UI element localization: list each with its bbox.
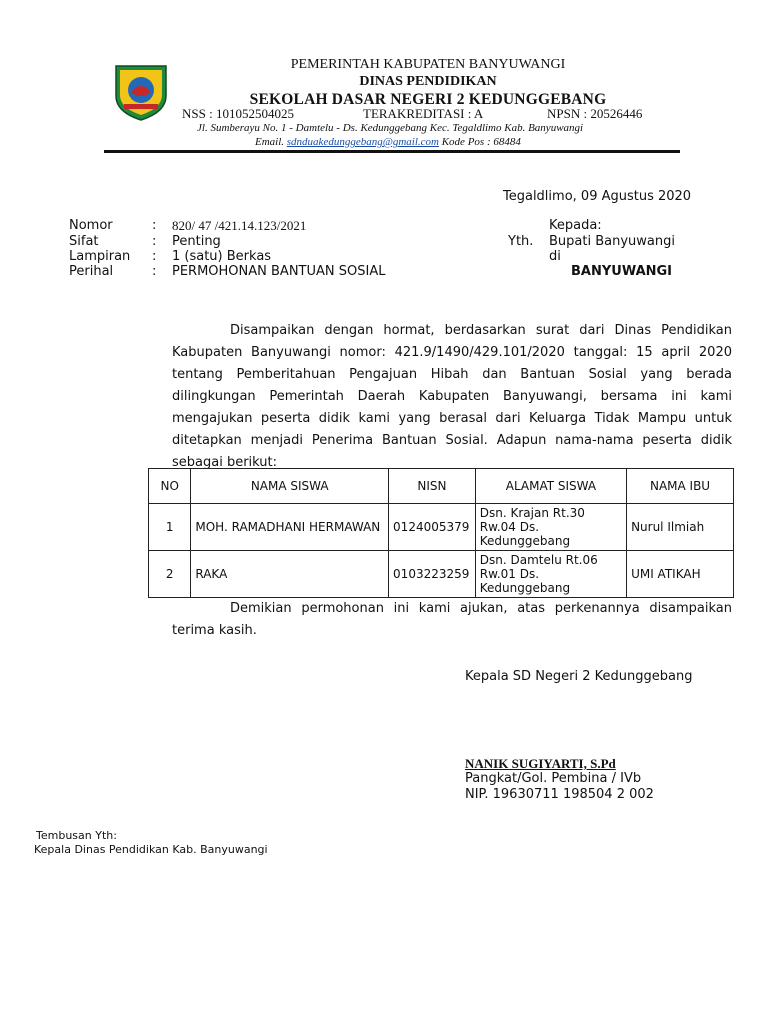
student-table xyxy=(148,468,734,598)
letterhead-divider xyxy=(104,150,680,153)
recipient-name: Bupati Banyuwangi xyxy=(549,234,675,249)
nomor-label: Nomor xyxy=(69,218,113,233)
closing-text: Demikian permohonan ini kami ajukan, atas perkenannya disampaikan terima kasih. xyxy=(172,601,732,638)
col-header-name: NAMA SISWA xyxy=(191,469,389,504)
school-name: SEKOLAH DASAR NEGERI 2 KEDUNGGEBANG xyxy=(249,91,607,108)
sifat-colon: : xyxy=(152,234,157,249)
email-line xyxy=(255,136,521,148)
cell-no: 1 xyxy=(149,504,191,551)
lampiran-colon: : xyxy=(152,249,157,264)
tembusan-item: Kepala Dinas Pendidikan Kab. Banyuwangi xyxy=(34,843,268,856)
nss-text: NSS : 101052504025 xyxy=(182,106,294,121)
postal-code: Kode Pos : 68484 xyxy=(441,136,521,148)
cell-no: 2 xyxy=(149,551,191,598)
signer-rank: Pangkat/Gol. Pembina / IVb xyxy=(465,771,642,786)
cell-nisn: 0124005379 xyxy=(389,504,476,551)
table-row xyxy=(149,551,734,598)
perihal-label: Perihal xyxy=(69,264,114,279)
email-link[interactable]: sdnduakedunggebang@gmail.com xyxy=(286,136,439,148)
cell-mother: Nurul Ilmiah xyxy=(627,504,734,551)
signer-nip: NIP. 19630711 198504 2 002 xyxy=(465,787,654,802)
npsn-text: NPSN : 20526446 xyxy=(547,106,643,121)
cell-name: MOH. RAMADHANI HERMAWAN xyxy=(191,504,389,551)
col-header-address: ALAMAT SISWA xyxy=(475,469,626,504)
school-address: Jl. Sumberayu No. 1 - Damtelu - Ds. Kedunggebang Kec. Tegaldlimo Kab. Banyuwangi xyxy=(197,122,584,134)
yth-label: Yth. xyxy=(508,234,534,249)
signer-name: NANIK SUGIYARTI, S.Pd xyxy=(465,756,616,771)
nomor-value: 820/ 47 /421.14.123/2021 xyxy=(172,218,307,233)
col-header-mother: NAMA IBU xyxy=(627,469,734,504)
closing-paragraph xyxy=(172,598,732,642)
col-header-nisn: NISN xyxy=(389,469,476,504)
cell-nisn: 0103223259 xyxy=(389,551,476,598)
table-row xyxy=(149,504,734,551)
sifat-label: Sifat xyxy=(69,234,99,249)
kepada-label: Kepada: xyxy=(549,218,602,233)
cell-address: Dsn. Damtelu Rt.06 Rw.01 Ds. Kedunggebang xyxy=(475,551,626,598)
lampiran-value: 1 (satu) Berkas xyxy=(172,249,272,264)
table-header-row xyxy=(149,469,734,504)
sifat-value: Penting xyxy=(172,234,221,249)
department-name: DINAS PENDIDIKAN xyxy=(359,74,497,89)
opening-text: Disampaikan dengan hormat, berdasarkan surat dari Dinas Pendidikan Kabupaten Banyuwangi nomor: 421.9/1490/429.101/2020 tanggal: 15 april 2020 tentang Pemberitahuan Pengajuan Hibah dan Bantuan Sosial yang berada dilingkungan Pemerintah Daerah Kabupaten Banyuwangi, bersama ini kami mengajukan peserta didik kami yang berasal dari Keluarga Tidak Mampu untuk ditetapkan menjadi Penerima Bantuan Sosial. Adapun nama-nama peserta didik sebagai berikut: xyxy=(172,323,732,470)
recipient-di: di xyxy=(549,249,561,264)
lampiran-label: Lampiran xyxy=(69,249,131,264)
cell-address: Dsn. Krajan Rt.30 Rw.04 Ds. Kedunggebang xyxy=(475,504,626,551)
recipient-place: BANYUWANGI xyxy=(571,264,673,279)
col-header-no: NO xyxy=(149,469,191,504)
accreditation-text: TERAKREDITASI : A xyxy=(363,106,484,121)
school-logo xyxy=(110,62,172,122)
opening-paragraph xyxy=(172,320,732,474)
cell-mother: UMI ATIKAH xyxy=(627,551,734,598)
tembusan-label: Tembusan Yth: xyxy=(36,829,117,842)
perihal-value: PERMOHONAN BANTUAN SOSIAL xyxy=(172,264,386,279)
signer-position: Kepala SD Negeri 2 Kedunggebang xyxy=(465,669,693,684)
perihal-colon: : xyxy=(152,264,157,279)
government-name: PEMERINTAH KABUPATEN BANYUWANGI xyxy=(290,57,566,72)
email-label: Email. xyxy=(255,136,285,148)
nomor-colon: : xyxy=(152,218,157,233)
letter-date: Tegaldlimo, 09 Agustus 2020 xyxy=(503,189,692,204)
cell-name: RAKA xyxy=(191,551,389,598)
